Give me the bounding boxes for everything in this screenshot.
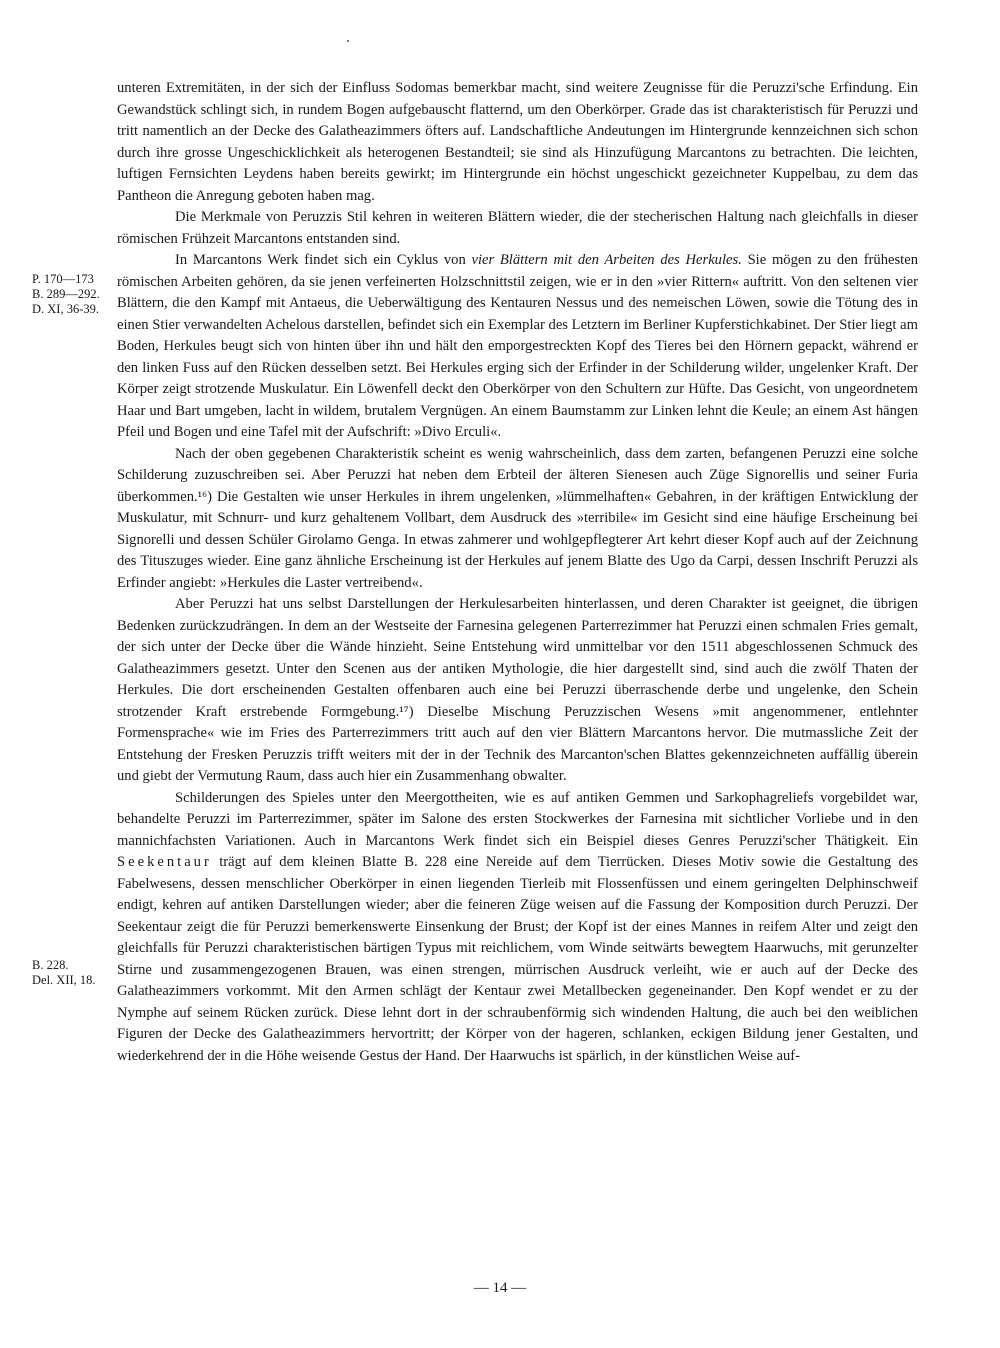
herkules-cycle-title: vier Blättern mit den Arbeiten des Herkules.: [471, 252, 742, 268]
margin-note-herkules-refs: [32, 272, 100, 317]
margin-note-seekentaur-refs: [32, 958, 96, 988]
margin-note-line: Del. XII, 18.: [32, 973, 96, 987]
paragraph-1: unteren Extremitäten, in der sich der Einfluss Sodomas bemerkbar macht, sind weitere Zeugnisse für die Peruzzi'sche Erfindung. Ein Gewandstück schlingt sich, in rundem Bogen aufgebauscht flatternd, um den Oberkörper. Grade das ist charakteristisch für Peruzzi und tritt namentlich an der Decke des Galatheazimmers öfters auf. Landschaftliche Andeutungen im Hintergrunde kennzeichnen sich schon durch ihre grosse Ungeschicklichkeit als heterogenen Bestandteil; sie sind als Hinzufügung Marcantons zu betrachten. Die leichten, luftigen Fernsichten Leydens haben bereits gewirkt; im Hintergrunde ein höchst ungeschickt gezeichneter Kuppelbau, zu dem das Pantheon die Anregung geboten haben mag.: [117, 80, 918, 204]
paragraph-5: Aber Peruzzi hat uns selbst Darstellungen der Herkulesarbeiten hinterlassen, und deren Charakter ist geeignet, die übrigen Bedenken zurückzudrängen. In dem an der Westseite der Farnesina gelegenen Parterrezimmer hat Peruzzi einen schmalen Fries gemalt, der sich unter der Decke über die Wände hinzieht. Seine Entstehung wird unmittelbar vor den 1511 abgeschlossenen Schmuck des Galatheazimmers gesetzt. Unter den Scenen aus der antiken Mythologie, die hier dargestellt sind, sind auch die zwölf Thaten der Herkules. Die dort erscheinenden Gestalten offenbaren auch eine bei Peruzzi überraschende derbe und ungelenke, den Schein strotzender Kraft erstrebende Formgebung.¹⁷) Dieselbe Mischung Peruzzischen Wesens »mit angenommener, entlehnter Formensprache« wie im Fries des Parterrezimmers tritt auch auf den vier Blättern Marcantons hervor. Die mutmassliche Zeit der Entstehung der Fresken Peruzzis trifft weiters mit der in der Technik des Marcanton'schen Blattes gekennzeichneten auffällig überein und giebt der Vermutung Raum, dass auch hier ein Zusammenhang obwalter.: [117, 596, 918, 784]
paragraph-3: [117, 250, 918, 444]
margin-note-line: P. 170—173: [32, 272, 94, 286]
margin-note-line: B. 289—292.: [32, 287, 100, 301]
margin-note-line: B. 228.: [32, 958, 69, 972]
margin-note-line: D. XI, 36-39.: [32, 302, 100, 316]
seekentaur-term: Seekentaur: [117, 854, 212, 870]
paragraph-3-body: Sie mögen zu den frühesten römischen Arbeiten gehören, da sie jenen verfeinerten Holzschnittstil zeigen, wie er in den »vier Rittern« auftritt. Von den seltenen vier Blättern, die den Kampf mit Antaeus, die Ueberwältigung des Kentauren Nessus und des nemeischen Löwen, sowie die Tötung des in einen Stier verwandelten Achelous darstellen, befindet sich ein Exemplar des Letztern im Berliner Kupferstichkabinet. Der Stier liegt am Boden, Herkules beugt sich von hinten über ihn und hält den emporgestreckten Kopf des Tieres bei den Hörnern gepackt, während er den linken Fuss auf den Rücken desselben setzt. Bei Herkules erging sich der Erfinder in der Schilderung wilder, ungelenker Kraft. Der Körper zeigt strotzende Muskulatur. Ein Löwenfell deckt den Oberkörper von den Schultern zur Hüfte. Das Gesicht, von ungeordnetem Haar und Bart umgeben, lacht in wildem, brutalem Vergnügen. An einem Baumstamm zur Linken lehnt die Keule; an einem Ast hängen Pfeil und Bogen und eine Tafel mit der Aufschrift: »Divo Erculi«.: [117, 252, 918, 440]
paragraph-6: [117, 788, 918, 1068]
paragraph-2: Die Merkmale von Peruzzis Stil kehren in weiteren Blättern wieder, die der stecherischen Haltung nach gleichfalls in dieser römischen Frühzeit Marcantons entstanden sind.: [117, 209, 918, 247]
scan-speck: [347, 40, 349, 42]
paragraph-3-intro: In Marcantons Werk findet sich ein Cyklus von: [175, 252, 472, 268]
page-number: — 14 —: [473, 1280, 527, 1296]
paragraph-6-body: trägt auf dem kleinen Blatte B. 228 eine Nereide auf dem Tierrücken. Dieses Motiv sowie die Gestaltung des Fabelwesens, dessen menschlicher Oberkörper in einen liegenden Tierleib mit Flossenfüssen und einem geringelten Delphinschweif endigt, kehren auf antiken Darstellungen wieder; aber die feineren Züge weisen auf die Fassung der Komposition durch Peruzzi. Der Seekentaur zeigt die für Peruzzi bemerkenswerte Einsenkung der Brust; der Kopf ist der eines Mannes in reifem Alter und zeigt den gleichfalls für Peruzzi charakteristischen bärtigen Typus mit reichlichem, vom Winde seitwärts bewegtem Haarwuchs, mit gerunzelter Stirne und zusammengezogenen Brauen, was einen strengen, mürrischen Ausdruck verleiht, wie er auch auf der Decke des Galatheazimmers vorkommt. Mit den Armen schlägt der Kentaur zwei Metallbecken gegeneinander. Den Kopf wendet er zu der Nymphe auf seinem Rücken zurück. Diese lehnt dort in der schraubenförmig sich windenden Haltung, die auch bei den weiblichen Figuren der Decke des Galatheazimmers hervortritt; der Körper von der hageren, schlanken, eckigen Bildung jener Gestalten, und wiederkehrend der in die Höhe weisende Gestus der Hand. Der Haarwuchs ist spärlich, in der künstlichen Weise auf-: [117, 854, 918, 1064]
body-text: [117, 78, 918, 1067]
paragraph-6-intro: Schilderungen des Spieles unter den Meergottheiten, wie es auf antiken Gemmen und Sarkophagreliefs vorgebildet war, behandelte Peruzzi im Parterrezimmer, später im Salone des ersten Stockwerkes der Farnesina mit sichtlicher Vorliebe und in den mannichfachsten Variationen. Auch in Marcantons Werk findet sich ein Beispiel dieses Genres Peruzzi'scher Thätigkeit. Ein: [117, 789, 918, 849]
paragraph-4: Nach der oben gegebenen Charakteristik scheint es wenig wahrscheinlich, dass dem zarten, befangenen Peruzzi eine solche Schilderung zuzuschreiben sei. Aber Peruzzi hat neben dem Erbteil der älteren Sienesen auch Züge Signorellis und seiner Furia überkommen.¹⁶) Die Gestalten wie unser Herkules in ihrem ungelenken, »lümmelhaften« Gebahren, in der kräftigen Entwicklung der Muskulatur, mit Schnurr- und kurz gehaltenem Vollbart, dem Ausdruck des »terribile« im Gesicht sind eine häufige Erscheinung bei Signorelli und dessen Schüler Girolamo Genga. In etwas zahmerer und wohlgepflegterer Art kehrt dieser Kopf auch auf der Zeichnung des Tituszuges wieder. Eine ganz ähnliche Erscheinung ist der Herkules auf jenem Blatte des Ugo da Carpi, dessen Inschrift Peruzzi als Erfinder angiebt: »Herkules die Laster vertreibend«.: [117, 445, 918, 591]
